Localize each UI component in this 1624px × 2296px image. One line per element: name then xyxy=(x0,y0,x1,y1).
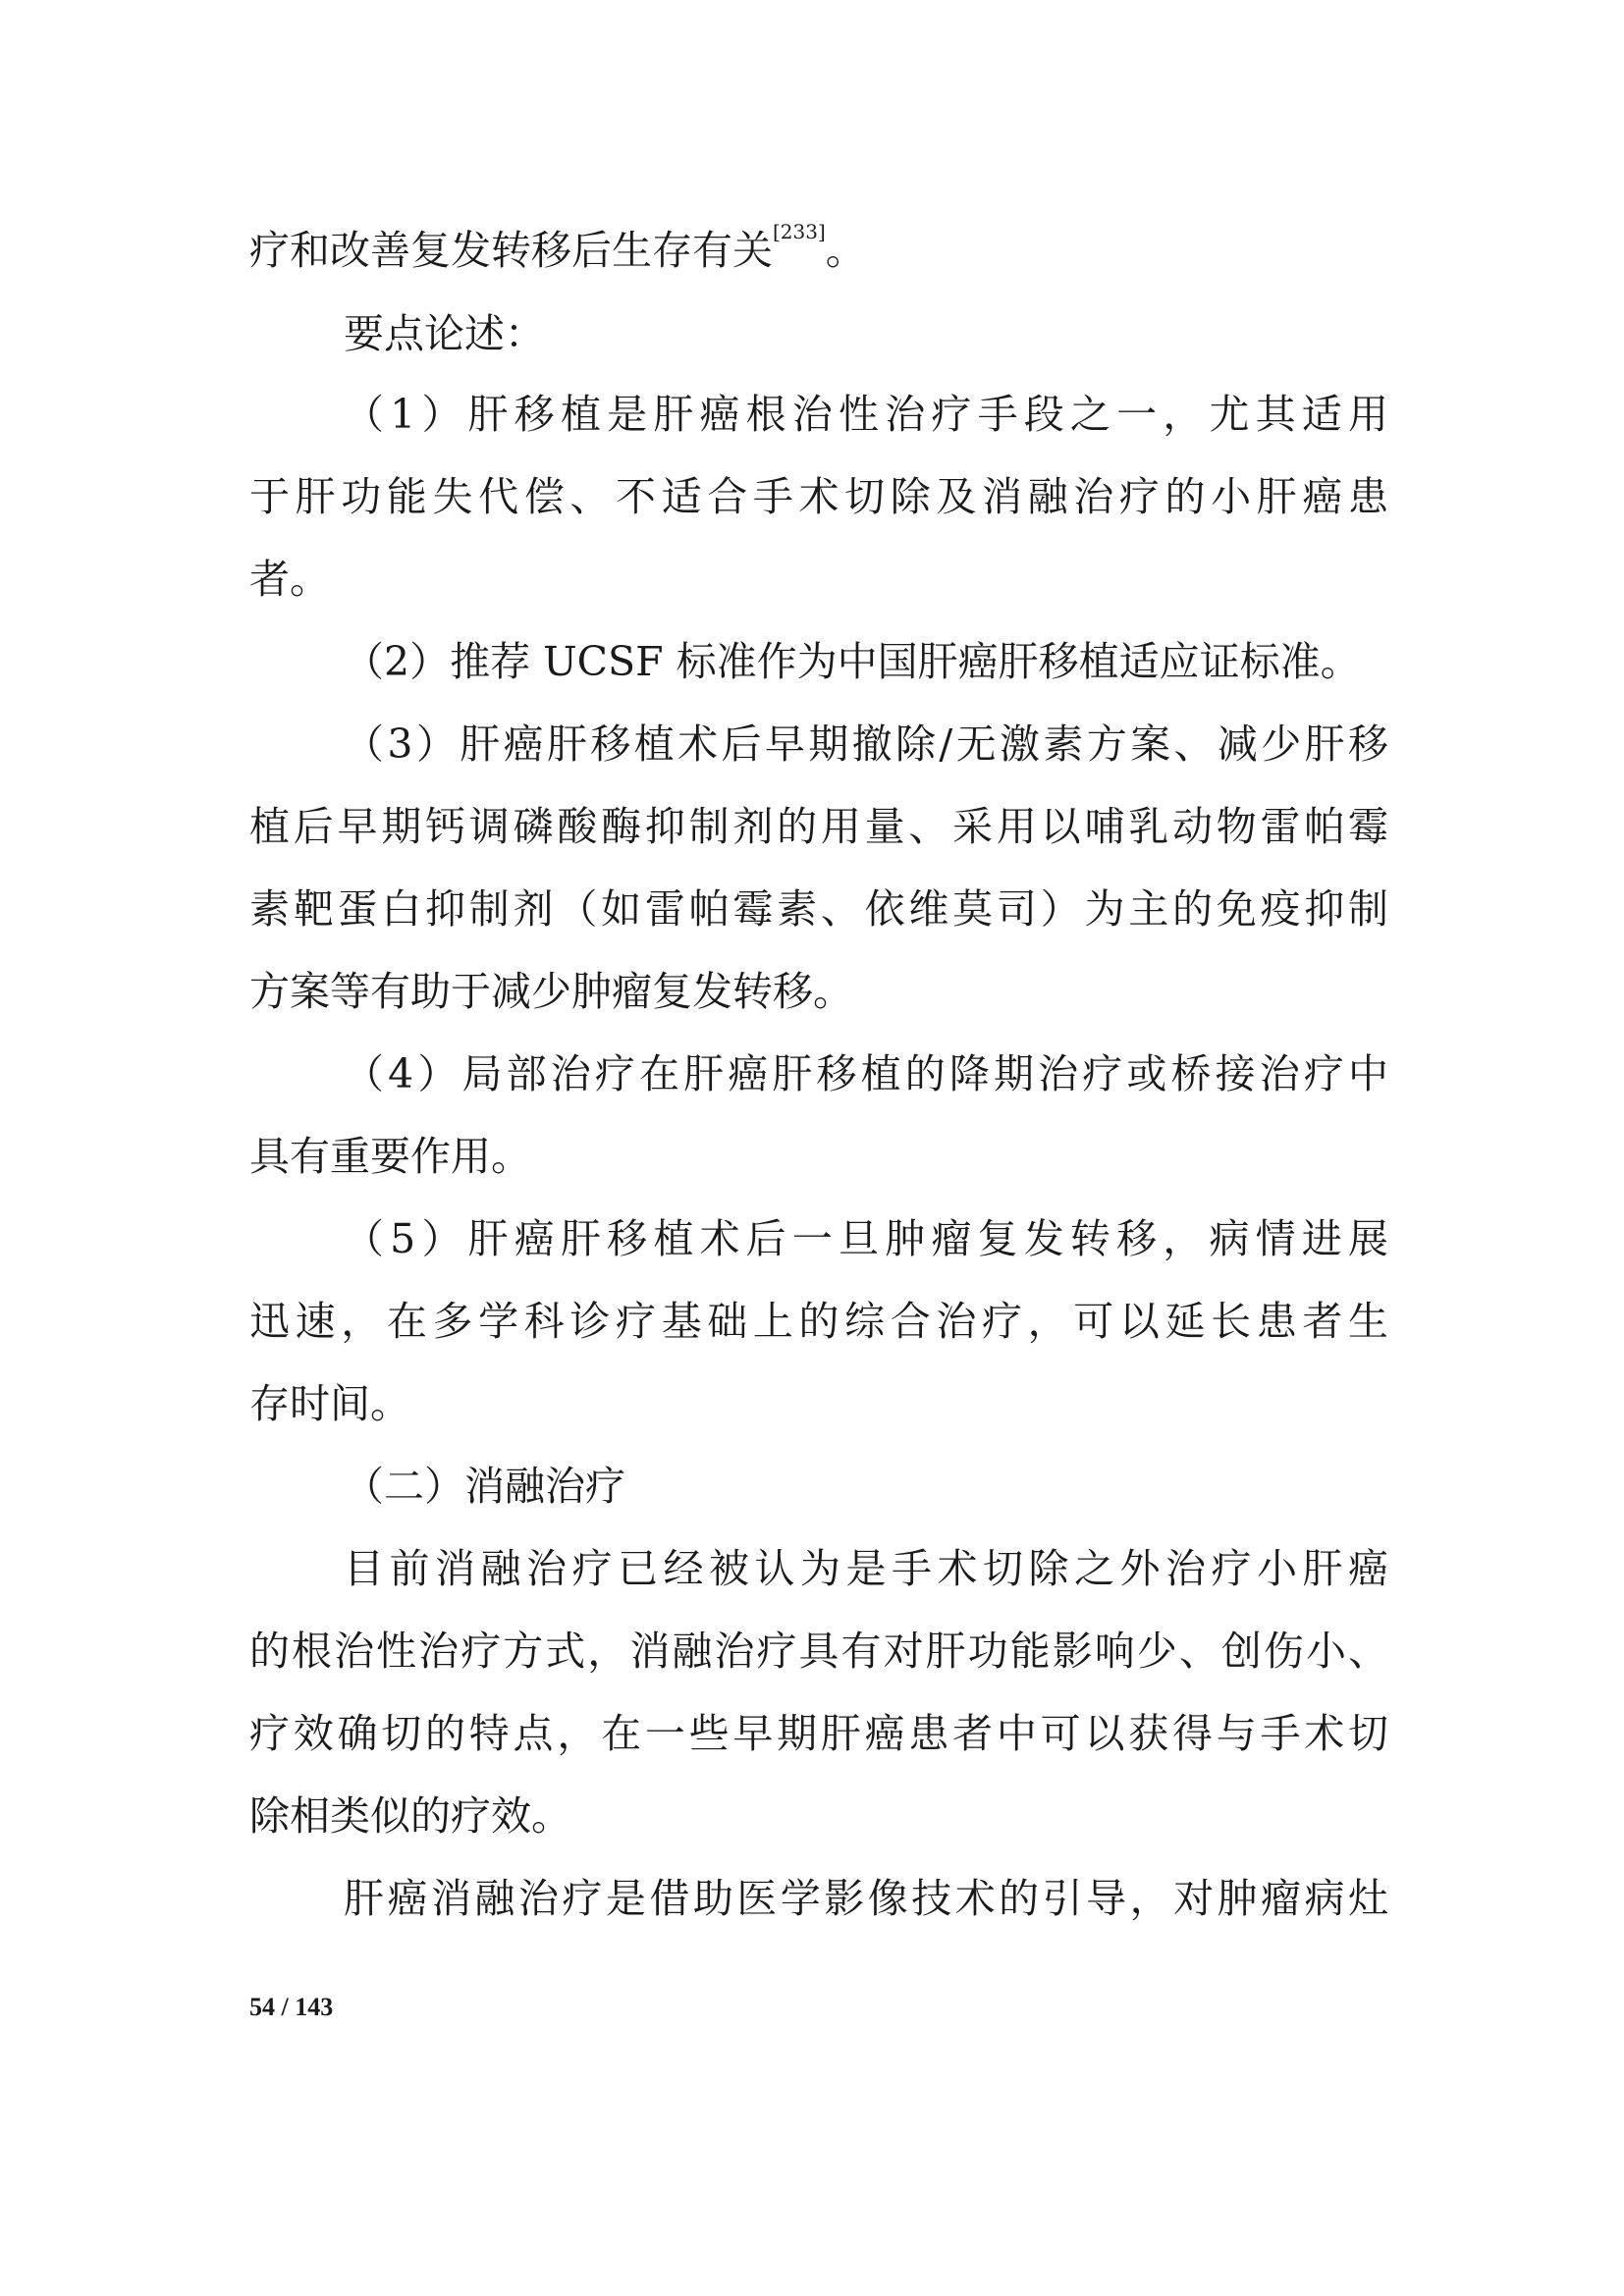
continuation-line: 疗和改善复发转移后生存有关[233]。 xyxy=(249,220,866,274)
point-3-line-3: 素靶蛋白抑制剂（如雷帕霉素、依维莫司）为主的免疫抑制 xyxy=(249,885,1388,933)
point-3-line-2: 植后早期钙调磷酸酶抑制剂的用量、采用以哺乳动物雷帕霉 xyxy=(249,803,1388,850)
paragraph-1-line-4: 除相类似的疗效。 xyxy=(249,1792,571,1840)
paragraph-2-line-1: 肝癌消融治疗是借助医学影像技术的引导，对肿瘤病灶 xyxy=(344,1875,1388,1922)
point-1-line-2: 于肝功能失代偿、不适合手术切除及消融治疗的小肝癌患 xyxy=(249,473,1388,520)
citation: [233] xyxy=(773,220,826,243)
section-heading: （二）消融治疗 xyxy=(344,1463,625,1510)
point-1-line-3: 者。 xyxy=(249,556,330,603)
point-4-line-2: 具有重要作用。 xyxy=(249,1133,531,1180)
point-4-line-1: （4）局部治疗在肝癌肝移植的降期治疗或桥接治疗中 xyxy=(344,1050,1388,1097)
paragraph-1-line-2: 的根治性治疗方式，消融治疗具有对肝功能影响少、创伤小、 xyxy=(249,1628,1388,1675)
point-3-line-4: 方案等有助于减少肿瘤复发转移。 xyxy=(249,968,853,1015)
paragraph-1-line-1: 目前消融治疗已经被认为是手术切除之外治疗小肝癌 xyxy=(344,1545,1388,1592)
point-5-line-2: 迅速，在多学科诊疗基础上的综合治疗，可以延长患者生 xyxy=(249,1298,1388,1345)
point-5-line-1: （5）肝癌肝移植术后一旦肿瘤复发转移，病情进展 xyxy=(344,1215,1388,1262)
point-3-line-1: （3）肝癌肝移植术后早期撤除/无激素方案、减少肝移 xyxy=(344,721,1388,768)
paragraph-1-line-3: 疗效确切的特点，在一些早期肝癌患者中可以获得与手术切 xyxy=(249,1710,1388,1757)
point-1-line-1: （1）肝移植是肝癌根治性治疗手段之一，尤其适用 xyxy=(344,391,1388,438)
key-points-title: 要点论述： xyxy=(344,310,545,357)
point-2-line-1: （2）推荐 UCSF 标准作为中国肝癌肝移植适应证标准。 xyxy=(344,638,1361,685)
point-5-line-3: 存时间。 xyxy=(249,1380,410,1427)
page-number: 54 / 143 xyxy=(249,1993,334,2021)
